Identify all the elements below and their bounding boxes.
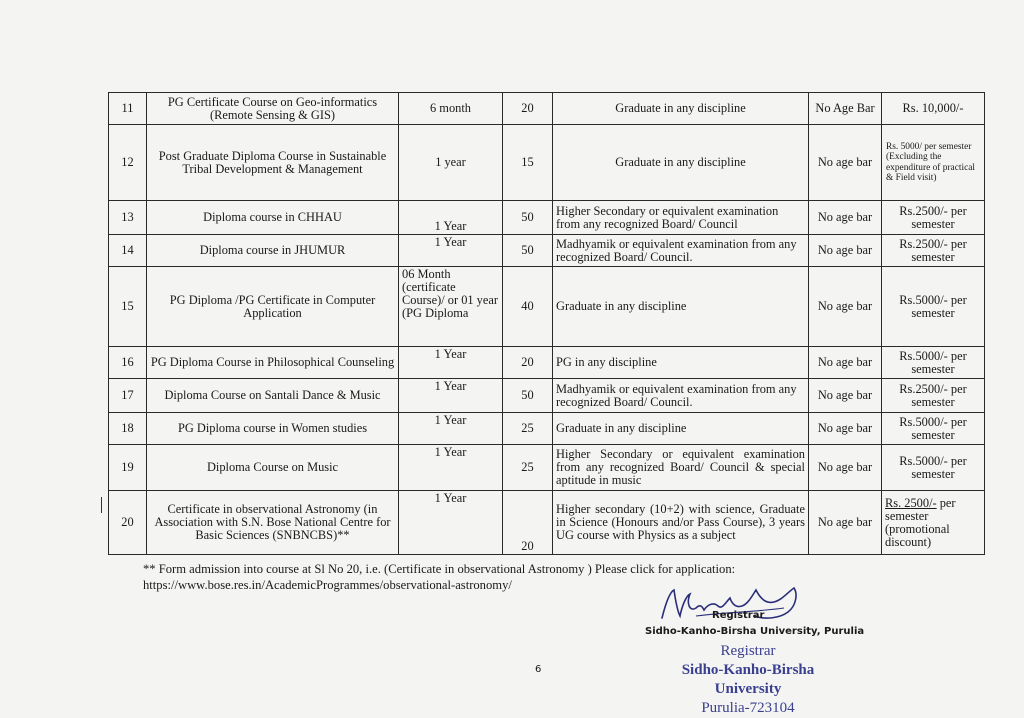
age-limit: No age bar xyxy=(809,201,882,235)
eligibility: PG in any discipline xyxy=(553,347,809,379)
fee-note: per semester (promotional discount) xyxy=(885,495,956,549)
application-link[interactable]: https://www.bose.res.in/AcademicProgrammes/observational-astronomy/ xyxy=(143,578,512,592)
course-duration: 1 Year xyxy=(399,379,503,413)
serial-number: 20 xyxy=(109,491,147,555)
course-name: Post Graduate Diploma Course in Sustainable Tribal Development & Management xyxy=(147,125,399,201)
serial-number: 12 xyxy=(109,125,147,201)
course-duration: 1 Year xyxy=(399,491,503,555)
eligibility: Higher Secondary or equivalent examination from any recognized Board/ Council & special aptitude in music xyxy=(553,445,809,491)
course-duration: 1 year xyxy=(399,125,503,201)
age-limit: No age bar xyxy=(809,125,882,201)
seat-count: 50 xyxy=(503,379,553,413)
course-duration: 1 Year xyxy=(399,445,503,491)
eligibility: Graduate in any discipline xyxy=(553,267,809,347)
course-name: PG Diploma Course in Philosophical Counseling xyxy=(147,347,399,379)
table-row xyxy=(109,125,985,201)
seat-count: 40 xyxy=(503,267,553,347)
table-row xyxy=(109,235,985,267)
seat-count: 20 xyxy=(503,491,553,555)
table-row xyxy=(109,201,985,235)
stamp-university: Sidho-Kanho-Birsha University xyxy=(681,662,815,697)
age-limit: No age bar xyxy=(809,347,882,379)
seat-count: 20 xyxy=(503,93,553,125)
course-fee: Rs.2500/- per semester xyxy=(882,379,985,413)
course-fee: Rs.5000/- per semester xyxy=(882,347,985,379)
table-row xyxy=(109,413,985,445)
age-limit: No age bar xyxy=(809,267,882,347)
eligibility: Higher Secondary or equivalent examination from any recognized Board/ Council xyxy=(553,201,809,235)
table-row xyxy=(109,445,985,491)
course-name: PG Diploma /PG Certificate in Computer Application xyxy=(147,267,399,347)
table-row xyxy=(109,347,985,379)
eligibility: Graduate in any discipline xyxy=(553,125,809,201)
eligibility: Madhyamik or equivalent examination from any recognized Board/ Council. xyxy=(553,379,809,413)
course-duration: 6 month xyxy=(399,93,503,125)
seat-count: 20 xyxy=(503,347,553,379)
age-limit: No Age Bar xyxy=(809,93,882,125)
table-row xyxy=(109,93,985,125)
course-duration: 1 Year xyxy=(399,347,503,379)
course-fee xyxy=(882,491,985,555)
registrar-stamp xyxy=(648,642,848,718)
page-number: 6 xyxy=(535,664,542,675)
course-duration: 06 Month (certificate Course)/ or 01 year (PG Diploma xyxy=(399,267,503,347)
fee-amount: Rs. 2500/- xyxy=(885,495,937,510)
course-name: Diploma course in CHHAU xyxy=(147,201,399,235)
stamp-title: Registrar xyxy=(720,643,776,659)
age-limit: No age bar xyxy=(809,413,882,445)
seat-count: 50 xyxy=(503,235,553,267)
course-name: Diploma Course on Music xyxy=(147,445,399,491)
course-name: Certificate in observational Astronomy (in Association with S.N. Bose National Centre for Basic Sciences (SNBNCBS)** xyxy=(147,491,399,555)
serial-number: 13 xyxy=(109,201,147,235)
table-row xyxy=(109,267,985,347)
seat-count: 15 xyxy=(503,125,553,201)
serial-number: 18 xyxy=(109,413,147,445)
serial-number: 11 xyxy=(109,93,147,125)
eligibility: Graduate in any discipline xyxy=(553,413,809,445)
stamp-address: Purulia-723104 xyxy=(701,700,795,716)
eligibility: Higher secondary (10+2) with science, Graduate in Science (Honours and/or Pass Course), 3 years UG course with Physics as a subject xyxy=(553,491,809,555)
course-name: PG Diploma course in Women studies xyxy=(147,413,399,445)
course-fee: Rs. 5000/ per semester (Excluding the expenditure of practical & Field visit) xyxy=(882,125,985,201)
course-duration: 1 Year xyxy=(399,235,503,267)
course-table xyxy=(108,92,985,555)
serial-number: 17 xyxy=(109,379,147,413)
margin-mark xyxy=(101,497,102,513)
age-limit: No age bar xyxy=(809,445,882,491)
footnote-text: ** Form admission into course at Sl No 20, i.e. (Certificate in observational Astronomy ) Please click for application: xyxy=(143,562,736,576)
course-fee: Rs.5000/- per semester xyxy=(882,445,985,491)
signatory-title: Registrar xyxy=(712,610,765,621)
serial-number: 14 xyxy=(109,235,147,267)
seat-count: 25 xyxy=(503,445,553,491)
course-fee: Rs. 10,000/- xyxy=(882,93,985,125)
course-fee: Rs.5000/- per semester xyxy=(882,267,985,347)
course-name: Diploma Course on Santali Dance & Music xyxy=(147,379,399,413)
serial-number: 19 xyxy=(109,445,147,491)
eligibility: Madhyamik or equivalent examination from any recognized Board/ Council. xyxy=(553,235,809,267)
seat-count: 50 xyxy=(503,201,553,235)
age-limit: No age bar xyxy=(809,235,882,267)
course-fee: Rs.2500/- per semester xyxy=(882,201,985,235)
course-name: Diploma course in JHUMUR xyxy=(147,235,399,267)
course-fee: Rs.5000/- per semester xyxy=(882,413,985,445)
course-duration: 1 Year xyxy=(399,201,503,235)
course-fee: Rs.2500/- per semester xyxy=(882,235,985,267)
table-row xyxy=(109,491,985,555)
table-row xyxy=(109,379,985,413)
age-limit: No age bar xyxy=(809,379,882,413)
course-name: PG Certificate Course on Geo-informatics (Remote Sensing & GIS) xyxy=(147,93,399,125)
signatory-university: Sidho-Kanho-Birsha University, Purulia xyxy=(645,626,865,637)
seat-count: 25 xyxy=(503,413,553,445)
serial-number: 16 xyxy=(109,347,147,379)
age-limit: No age bar xyxy=(809,491,882,555)
serial-number: 15 xyxy=(109,267,147,347)
course-duration: 1 Year xyxy=(399,413,503,445)
eligibility: Graduate in any discipline xyxy=(553,93,809,125)
